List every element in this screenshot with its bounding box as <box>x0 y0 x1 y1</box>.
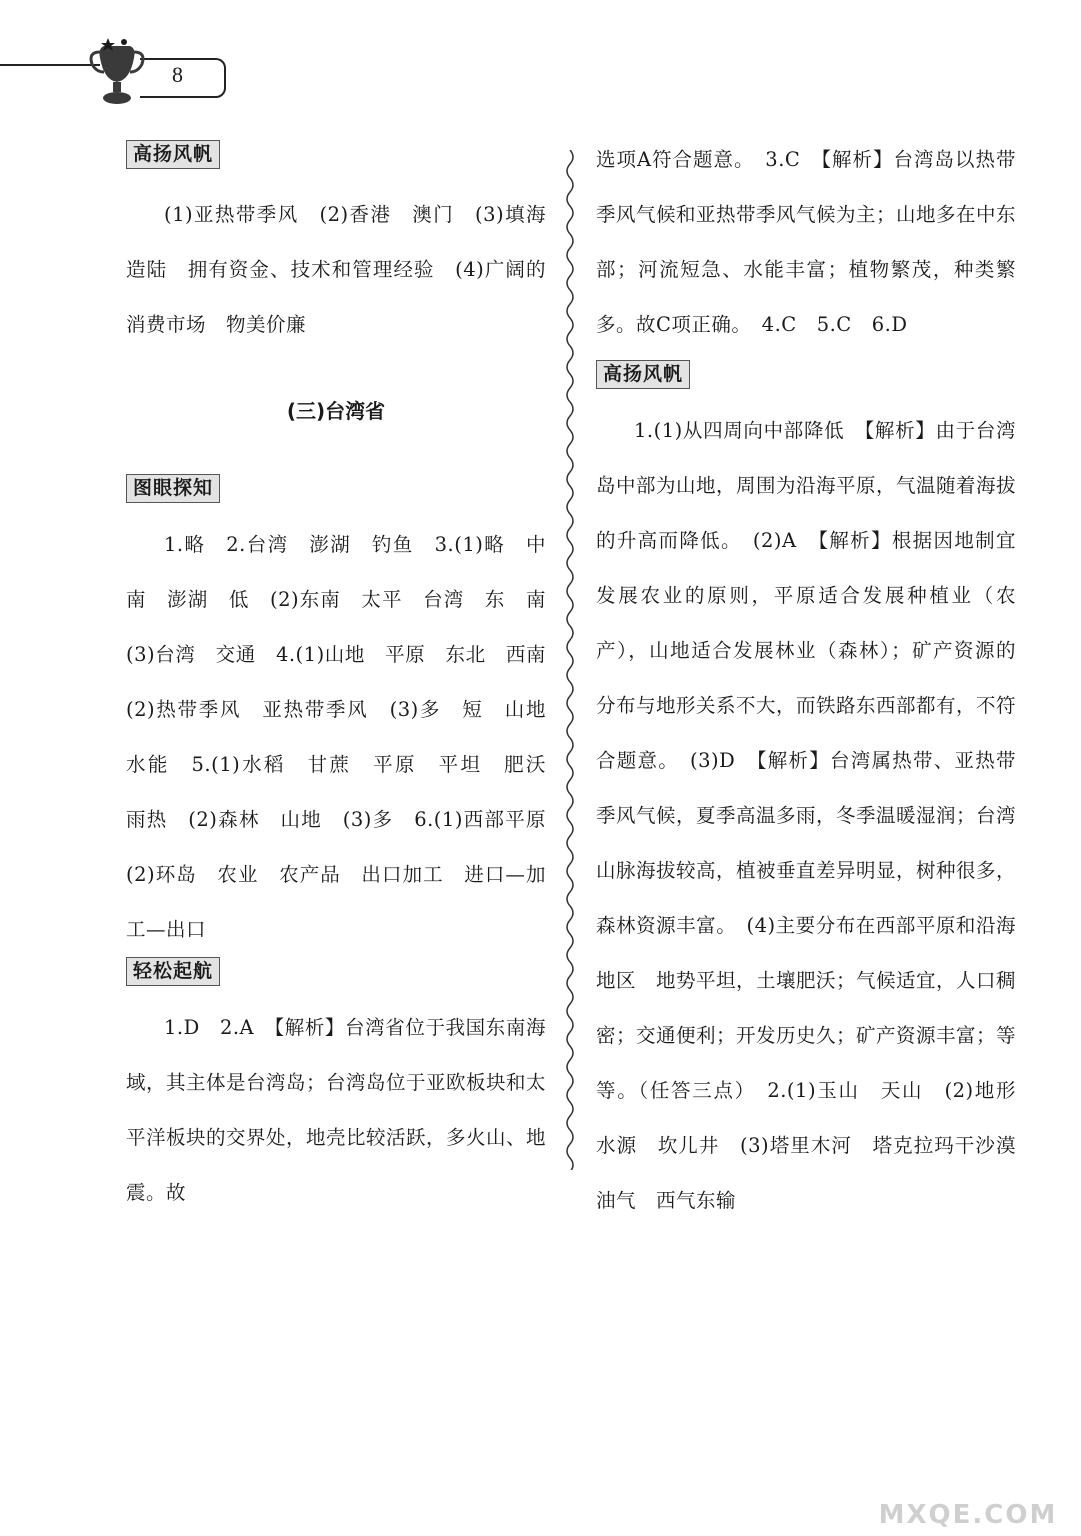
watermark-logo <box>873 1450 1063 1530</box>
section-label: 图眼探知 <box>126 474 220 503</box>
answer-text: 1.略 2.台湾 澎湖 钓鱼 3.(1)略 中南 澎湖 低 (2)东南 太平 台湾 东 南 (3)台湾 交通 4.(1)山地 平原 东北 西南 (2)热带季风 亚热带季风 (3)多 短 山地 水能 5.(1)水稻 甘蔗 平原 平坦 肥沃 雨热 (2)森林 山地 (3)多 6.(1)西部平原 (2)环岛 农业 农产品 出口加工 进口—加工—出口 <box>126 533 567 941</box>
left-column <box>126 140 567 1220</box>
page-number-box <box>140 58 226 98</box>
right-column <box>596 140 1037 1228</box>
answer-text: 1.D 2.A 【解析】台湾省位于我国东南海域，其主体是台湾岛；台湾岛位于亚欧板块和太平洋板块的交界处，地壳比较活跃，多火山、地震。故 <box>126 1016 547 1204</box>
column-divider <box>560 150 580 1170</box>
section-gaoyang-fengfan-1 <box>126 140 546 352</box>
answer-text: 1.(1)从四周向中部降低 【解析】由于台湾岛中部为山地，周围为沿海平原，气温随着海拔的升高而降低。 (2)A 【解析】根据因地制宜发展农业的原则，平原适合发展种植业（农产），山地适合发展林业（森林）；矿产资源的分布与地形关系不大，而铁路东西部都有，不符合题意。 (3)D 【解析】台湾属热带、亚热带季风气候，夏季高温多雨，冬季温暖湿润；台湾山脉海拔较高，植被垂直差异明显，树种很多，森林资源丰富。 (4)主要分布在西部平原和沿海地区 地势平坦，土壤肥沃；气候适宜，人口稠密；交通便利；开发历史久；矿产资源丰富；等等。（任答三点） 2.(1)玉山 天山 (2)地形 水源 坎儿井 (3)塔里木河 塔克拉玛干沙漠 油气 西气东输 <box>596 419 1037 1212</box>
section-label: 高扬风帆 <box>126 140 220 169</box>
answer-text: (1)亚热带季风 (2)香港 澳门 (3)填海造陆 拥有资金、技术和管理经验 (4)广阔的消费市场 物美价廉 <box>126 203 546 336</box>
section-gaoyang-fengfan-2 <box>596 360 1037 1228</box>
section-tuyan-tanzhi <box>126 474 567 957</box>
trophy-icon <box>84 36 150 106</box>
section-label: 轻松起航 <box>126 957 220 986</box>
section-qingsong-qihang <box>126 957 546 1220</box>
watermark-text: MXQE.COM <box>878 1500 1058 1530</box>
answer-text: 选项A符合题意。 3.C 【解析】台湾岛以热带季风气候和亚热带季风气候为主；山地多在中东部；河流短急、水能丰富；植物繁茂，种类繁多。故C项正确。 4.C 5.C 6.D <box>596 148 1017 336</box>
section-subtitle: (三)台湾省 <box>286 399 386 423</box>
section-label: 高扬风帆 <box>596 360 690 389</box>
page-number: 8 <box>172 62 183 87</box>
